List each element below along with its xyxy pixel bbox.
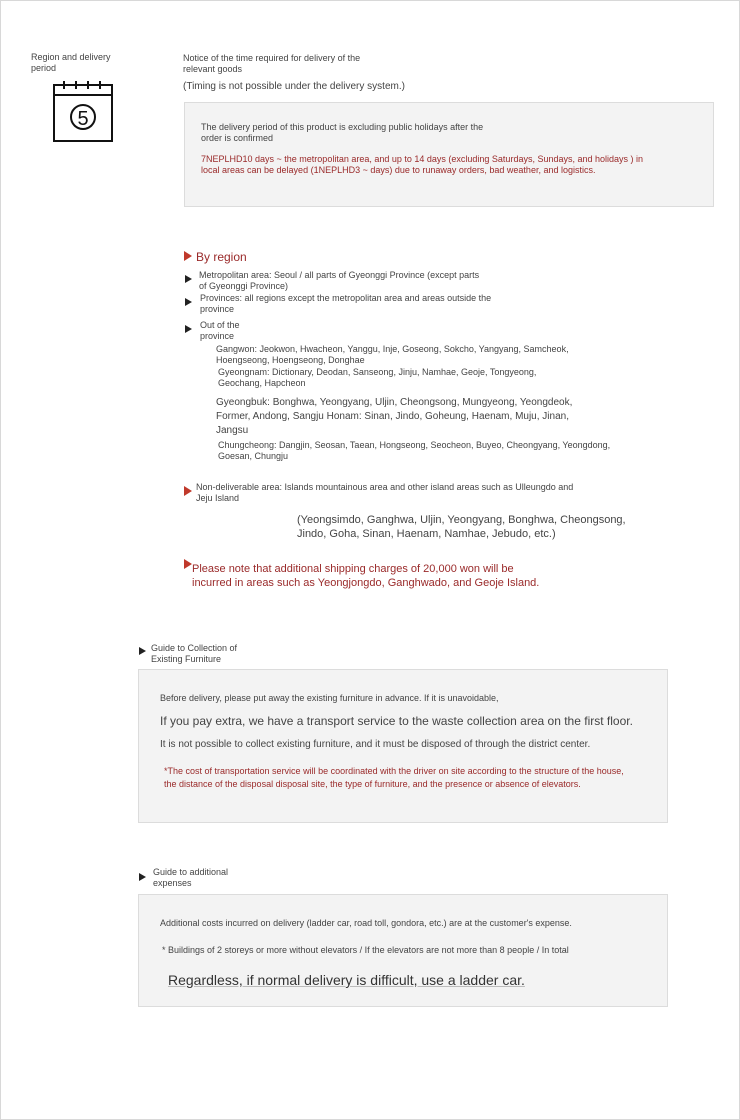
additional-line2: * Buildings of 2 storeys or more without elevators / If the elevators are not more than 8 people / In total <box>162 945 569 955</box>
additional-box <box>138 894 668 1007</box>
additional-line3: Regardless, if normal delivery is difficult, use a ladder car. <box>168 972 525 988</box>
calendar-icon <box>53 84 113 142</box>
shipping-note-text: Please note that additional shipping charges of 20,000 won will be incurred in areas such as Yeongjongdo, Ganghwado, and Geoje Island. <box>192 563 540 589</box>
gangwon-text: Gangwon: Jeokwon, Hwacheon, Yanggu, Inje, Goseong, Sokcho, Yangyang, Samcheok, Hoengseong, Hoengseong, Donghae <box>216 344 569 365</box>
additional-line1: Additional costs incurred on delivery (ladder car, road toll, gondora, etc.) are at the customer's expense. <box>160 918 572 928</box>
calendar-day-number: 5 <box>70 104 96 130</box>
additional-heading: Guide to additional expenses <box>153 867 229 888</box>
gyeongbuk-text: Gyeongbuk: Bonghwa, Yeongyang, Uljin, Cheongsong, Mungyeong, Yeongdeok, Former, Andong, Sangju Honam: Sinan, Jindo, Goheung, Haenam, Muju, Jinan, Jangsu <box>216 397 573 436</box>
notice-box-line2: 7NEPLHD10 days ~ the metropolitan area, and up to 14 days (excluding Saturdays, Sundays, and holidays ) in local areas can be delayed (1NEPLHD3 ~ days) due to runaway orders, bad weather, and logistics. <box>201 154 644 175</box>
collection-note: *The cost of transportation service will be coordinated with the driver on site according to the structure of the house, the distance of the disposal disposal site, the type of furniture, and the presence or absence of elevators. <box>164 766 624 789</box>
bullet-icon <box>185 275 192 283</box>
chungcheong-text: Chungcheong: Dangjin, Seosan, Taean, Hongseong, Seocheon, Buyeo, Cheongyang, Yeongdong, Goesan, Chungju <box>218 440 611 461</box>
out-of-province-label: Out of the province <box>200 320 240 341</box>
collection-line3: It is not possible to collect existing furniture, and it must be disposed of through the district center. <box>160 739 591 750</box>
collection-line1: Before delivery, please put away the existing furniture in advance. If it is unavoidable, <box>160 693 499 703</box>
bullet-icon <box>139 647 146 655</box>
islands-list-text: (Yeongsimdo, Ganghwa, Uljin, Yeongyang, Bonghwa, Cheongsong, Jindo, Goha, Sinan, Haenam, Namhae, Jebudo, etc.) <box>297 514 626 540</box>
provinces-text: Provinces: all regions except the metropolitan area and areas outside the province <box>200 293 492 314</box>
collection-box <box>138 669 668 823</box>
bullet-icon <box>185 298 192 306</box>
notice-box-line1: The delivery period of this product is excluding public holidays after the order is confirmed <box>201 122 484 143</box>
notice-subtitle: (Timing is not possible under the delivery system.) <box>183 81 405 92</box>
notice-box <box>184 102 714 207</box>
bullet-icon <box>185 325 192 333</box>
bullet-icon <box>139 873 146 881</box>
region-delivery-label: Region and delivery period <box>31 52 111 73</box>
gyeongnam-text: Gyeongnam: Dictionary, Deodan, Sanseong, Jinju, Namhae, Geoje, Tongyeong, Geochang, Hapcheon <box>218 367 537 388</box>
bullet-red-icon <box>184 559 192 569</box>
notice-title: Notice of the time required for delivery of the relevant goods <box>183 53 361 74</box>
collection-heading: Guide to Collection of Existing Furniture <box>151 643 238 664</box>
metro-area-text: Metropolitan area: Seoul / all parts of Gyeonggi Province (except parts of Gyeonggi Province) <box>199 270 480 291</box>
bullet-red-icon <box>184 486 192 496</box>
bullet-red-icon <box>184 251 192 261</box>
non-deliverable-text: Non-deliverable area: Islands mountainous area and other island areas such as Ulleungdo and Jeju Island <box>196 482 574 503</box>
by-region-heading: By region <box>196 250 247 264</box>
collection-line2: If you pay extra, we have a transport service to the waste collection area on the first floor. <box>160 714 633 728</box>
